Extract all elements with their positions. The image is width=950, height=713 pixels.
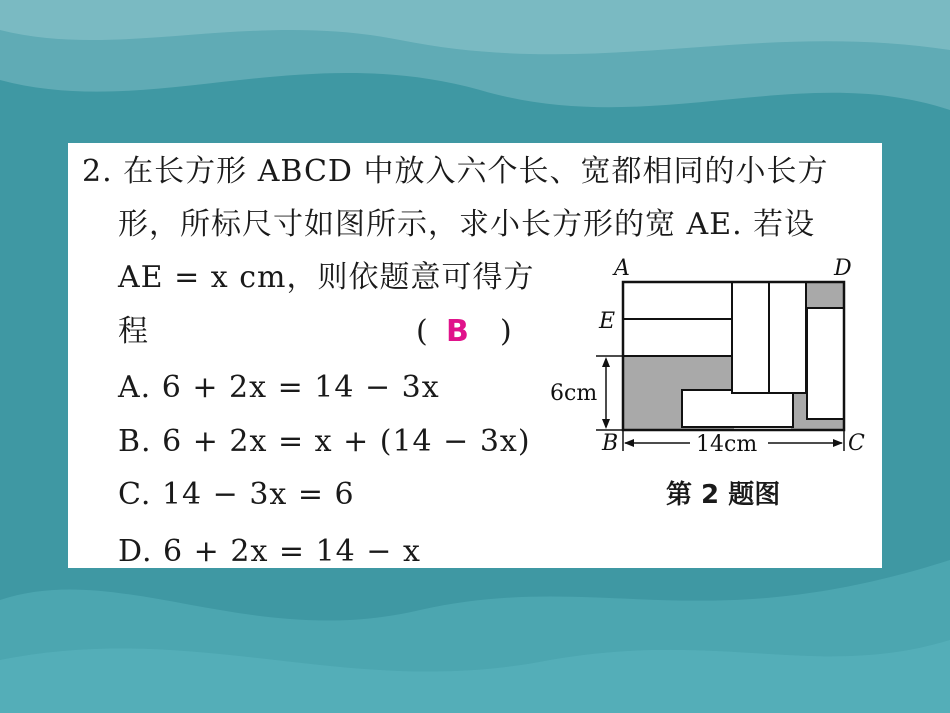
height-arrow-top: [602, 357, 610, 367]
height-label: 6cm: [550, 381, 598, 406]
question-line-3: AE = x cm，则依题意可得方: [118, 260, 535, 295]
height-arrow-bottom: [602, 419, 610, 429]
question-line-4: 程: [118, 314, 149, 349]
small-rectangle-4: [769, 282, 806, 393]
label-d: D: [834, 256, 852, 281]
answer-paren-close: ): [500, 314, 513, 349]
question-line-2: 形，所标尺寸如图所示，求小长方形的宽 AE. 若设: [118, 207, 816, 242]
width-label: 14cm: [696, 432, 758, 457]
small-rectangle-2: [623, 319, 734, 356]
figure-caption: 第 2 题图: [666, 480, 781, 510]
small-rectangle-1: [623, 282, 734, 319]
width-arrow-right: [833, 439, 843, 447]
option-a: A. 6 + 2x = 14 − 3x: [118, 370, 440, 405]
width-arrow-left: [624, 439, 634, 447]
question-card: [68, 143, 882, 568]
label-e: E: [599, 309, 616, 334]
answer-paren-open: (: [416, 314, 429, 349]
question-line-1: 2. 在长方形 ABCD 中放入六个长、宽都相同的小长方: [82, 154, 829, 189]
option-b: B. 6 + 2x = x + (14 − 3x): [118, 424, 531, 459]
label-b: B: [602, 431, 619, 456]
option-d: D. 6 + 2x = 14 − x: [118, 534, 421, 569]
shaded-region-top-right: [806, 282, 844, 308]
small-rectangle-3: [732, 282, 769, 393]
answer-letter: B: [446, 314, 469, 349]
small-rectangle-6: [682, 390, 793, 427]
small-rectangle-5: [807, 308, 844, 419]
option-c: C. 14 − 3x = 6: [118, 477, 355, 512]
label-a: A: [614, 256, 630, 281]
label-c: C: [848, 431, 865, 456]
